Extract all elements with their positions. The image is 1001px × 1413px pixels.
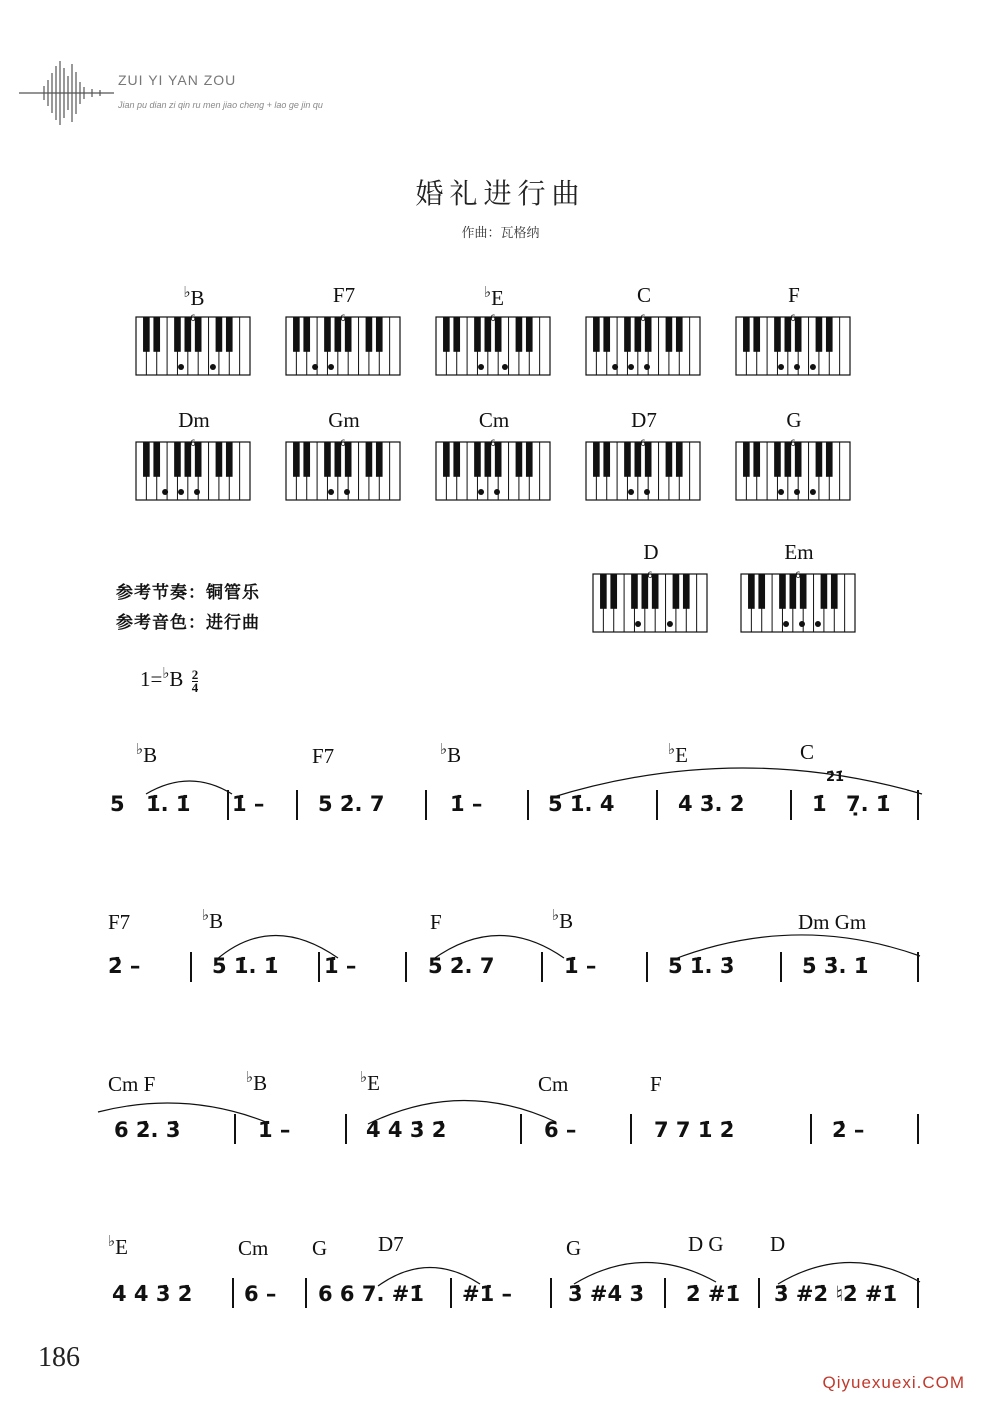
keyboard-diagram [135,313,253,377]
barline [758,1278,760,1308]
note-group: 6 2̇. 3̇ [114,1118,181,1142]
keyboard-diagram [285,313,403,377]
chord-label: Cm [238,1236,269,1260]
barline [234,1114,236,1144]
chord-label: D7 [378,1232,404,1256]
barline [345,1114,347,1144]
note-group: 5 1̇. 3̇ [668,954,735,978]
note-group: 7 7 1̇ 2̇ [654,1118,735,1142]
note-group: 7̣. 1̇ [846,792,891,816]
note-group: 5 2̇. 7 [318,792,385,816]
svg-text:6: 6 [190,439,196,449]
keyboard-diagram [735,438,853,502]
chord-name: ♭E [484,285,504,310]
waveform-logo [14,58,114,128]
barline [232,1278,234,1308]
chord-label: ♭B [136,742,158,767]
chord-name: Cm [478,408,510,432]
note-group: 6 – [244,1282,277,1306]
chord-label: D G [688,1232,724,1256]
barline [917,1114,919,1144]
reference-tone: 参考音色：进行曲 [116,613,260,633]
keyboard-diagram [585,438,703,502]
barline [520,1114,522,1144]
note-group: 4̇ 4̇ 3̇ 2̇ [112,1282,193,1306]
note-group: 2̇ #1̇ [686,1282,741,1306]
chord-label: ♭E [108,1234,128,1259]
svg-text:6: 6 [490,439,496,449]
svg-text:6: 6 [640,439,646,449]
key-prefix: 1= [140,667,163,691]
reference-rhythm: 参考节奏：铜管乐 [116,583,260,603]
chord-label: F [430,910,442,934]
chord-label: ♭E [360,1070,380,1095]
chord-label: ♭B [440,742,462,767]
note-group: 4̇ 4̇ 3̇ 2̇ [366,1118,447,1142]
note-group: 6 – [544,1118,577,1142]
barline [917,790,919,820]
keyboard-diagram [592,570,710,634]
chord-label: Dm Gm [798,910,867,934]
keyboard-diagram [740,570,858,634]
note-group: 5 2̇. 7 [428,954,495,978]
time-signature [191,666,199,695]
note-group: 1̇ – [258,1118,291,1142]
time-denominator: 4 [191,679,199,695]
chord-label: F7 [108,910,131,934]
chord-label: ♭B [552,908,574,933]
note-group: 4̇ 3̇. 2̇ [678,792,745,816]
barline [450,1278,452,1308]
svg-text:6: 6 [790,314,796,324]
chord-label: D [770,1232,786,1256]
barline [646,952,648,982]
note-group: 5 1̇. 4̇ [548,792,615,816]
keyboard-diagram [135,438,253,502]
svg-text:6: 6 [490,314,496,324]
key-note: B [169,667,184,691]
key-signature [140,664,198,694]
chord-label: ♭B [202,908,224,933]
time-numerator: 2 [191,666,199,682]
barline [190,952,192,982]
chord-name: F7 [332,283,356,307]
note-group: 5̇ 3̇. 1̇ [802,954,869,978]
note-group: #1̇ – [462,1282,513,1306]
note-group: 1̇ – [564,954,597,978]
note-group: 3̇ #2̇ ♮2̇ #1̇ [774,1282,898,1306]
chord-name: ♭B [183,285,205,310]
note-group: 6 6 7. #1̇ [318,1282,424,1306]
grace-note: 2̇1̇ [826,770,845,785]
barline [405,952,407,982]
svg-text:6: 6 [640,314,646,324]
note: 5 [110,792,125,816]
note-group: 1̇ – [324,954,357,978]
barline [780,952,782,982]
note-group: 1̇. 1̇ [146,792,191,816]
chord-name: C [636,283,651,307]
keyboard-diagram [285,438,403,502]
chord-name: G [786,408,802,432]
svg-text:6: 6 [190,314,196,324]
series-title: ZUI YI YAN ZOU [118,72,237,88]
note-group: 2̇ – [108,954,141,978]
flat-sign: ♭ [162,666,170,682]
keyboard-diagram [585,313,703,377]
chord-name: F [788,283,800,307]
barline [790,790,792,820]
note-group: 1̇ – [232,792,265,816]
note-group: 2̇ – [832,1118,865,1142]
note-group: 3̇ #4̇ 3̇ [568,1282,645,1306]
site-watermark: Qiyuexuexi.COM [822,1373,965,1392]
note-group: 5 1̇. 1̇ [212,954,279,978]
barline [664,1278,666,1308]
barline [541,952,543,982]
svg-text:6: 6 [795,571,801,581]
note-group: 1̇ – [450,792,483,816]
chord-name: D7 [631,408,657,432]
barline [527,790,529,820]
composer: 作曲：瓦格纳 [461,226,540,241]
barline [917,952,919,982]
svg-text:6: 6 [647,571,653,581]
keyboard-diagram [435,313,553,377]
barline [296,790,298,820]
note: 1̇ [812,792,827,816]
song-title: 婚礼进行曲 [415,177,586,210]
barline [630,1114,632,1144]
barline [917,1278,919,1308]
chord-label: C [800,740,815,764]
keyboard-diagram [735,313,853,377]
keyboard-diagram [435,438,553,502]
svg-text:6: 6 [790,439,796,449]
barline [227,790,229,820]
chord-label: G [566,1236,582,1260]
svg-text:6: 6 [340,314,346,324]
chord-label: ♭E [668,742,688,767]
chord-label: F7 [312,744,335,768]
page-number: 186 [38,1342,80,1373]
chord-label: Cm F [108,1072,156,1096]
barline [318,952,320,982]
barline [656,790,658,820]
barline [305,1278,307,1308]
barline [425,790,427,820]
chord-name: Gm [328,408,360,432]
svg-text:6: 6 [340,439,346,449]
chord-name: Dm [178,408,210,432]
barline [810,1114,812,1144]
chord-label: G [312,1236,328,1260]
chord-label: F [650,1072,662,1096]
chord-name: D [643,540,659,564]
series-subtitle: Jian pu dian zi qin ru men jiao cheng + lao ge jin qu [118,100,323,110]
chord-label: ♭B [246,1070,268,1095]
chord-name: Em [784,540,814,564]
chord-label: Cm [538,1072,569,1096]
barline [550,1278,552,1308]
